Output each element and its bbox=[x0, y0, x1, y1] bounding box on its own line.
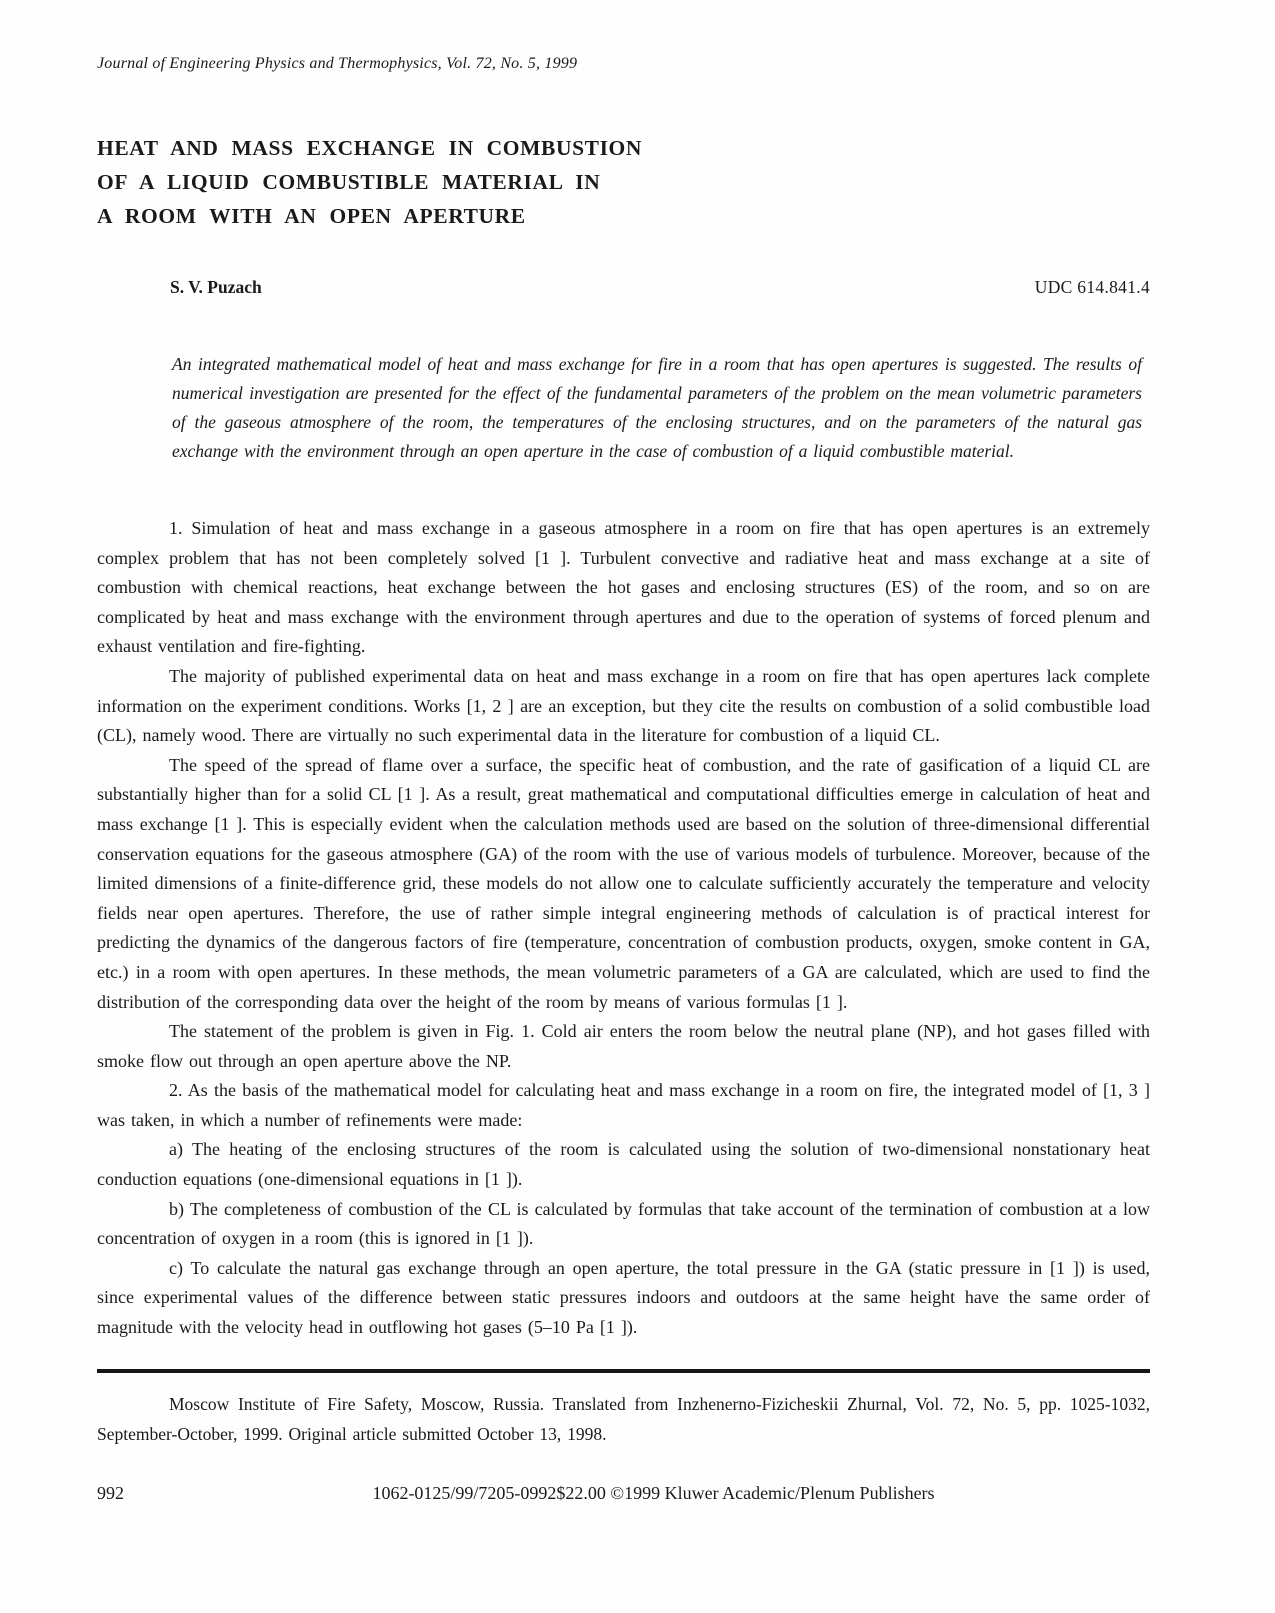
footnote-divider bbox=[97, 1369, 1150, 1373]
page-number: 992 bbox=[97, 1482, 124, 1503]
body-paragraph: The statement of the problem is given in Fig. 1. Cold air enters the room below the neutral plane (NP), and hot gases filled with smoke flow out through an open aperture above the NP. bbox=[97, 1021, 1150, 1071]
body-paragraph: c) To calculate the natural gas exchange through an open aperture, the total pressure in the GA (static pressure in [1 ]) is used, since experimental values of the difference between static pressures indoors and outdoors at the same height have the same order of magnitude with the velocity head in outflowing hot gases (5–10 Pa [1 ]). bbox=[97, 1257, 1150, 1338]
author-name: S. V. Puzach bbox=[170, 277, 262, 297]
body-paragraph: The majority of published experimental data on heat and mass exchange in a room on fire that has open apertures lack complete information on the experiment conditions. Works [1, 2 ] are an exception, but they cite the results on combustion of a solid combustible load (CL), namely wood. There are virtually no such experimental data in the literature for combustion of a liquid CL. bbox=[97, 665, 1150, 746]
paper-title bbox=[97, 131, 1150, 233]
byline-row bbox=[97, 277, 1150, 298]
title-line-1: HEAT AND MASS EXCHANGE IN COMBUSTION bbox=[97, 136, 643, 160]
body-paragraph: 1. Simulation of heat and mass exchange in a gaseous atmosphere in a room on fire that has open apertures is an extremely complex problem that has not been completely solved [1 ]. Turbulent convective and radiative heat and mass exchange at a site of combustion with chemical reactions, heat exchange between the hot gases and enclosing structures (ES) of the room, and so on are complicated by heat and mass exchange with the environment through apertures and due to the operation of systems of forced plenum and exhaust ventilation and fire-fighting. bbox=[97, 518, 1150, 657]
title-line-3: A ROOM WITH AN OPEN APERTURE bbox=[97, 204, 526, 228]
udc-code: UDC 614.841.4 bbox=[1034, 277, 1150, 297]
body-paragraph: The speed of the spread of flame over a surface, the specific heat of combustion, and the rate of gasification of a liquid CL are substantially higher than for a solid CL [1 ]. As a result, great mathematical and computational difficulties emerge in calculation of heat and mass exchange [1 ]. This is especially evident when the calculation methods used are based on the solution of three-dimensional differential conservation equations for the gaseous atmosphere (GA) of the room with the use of various models of turbulence. Moreover, because of the limited dimensions of a finite-difference grid, these models do not allow one to calculate sufficiently accurately the temperature and velocity fields near open apertures. Therefore, the use of rather simple integral engineering methods of calculation is of practical interest for predicting the dynamics of the dangerous factors of fire (temperature, concentration of combustion products, oxygen, smoke content in GA, etc.) in a room with open apertures. In these methods, the mean volumetric parameters of a GA are calculated, which are used to find the distribution of the corresponding data over the height of the room by means of various formulas [1 ]. bbox=[97, 754, 1150, 1012]
copyright-line: 1062-0125/99/7205-0992$22.00 ©1999 Kluwer Academic/Plenum Publishers bbox=[372, 1482, 935, 1503]
body-paragraph: b) The completeness of combustion of the CL is calculated by formulas that take account of the termination of combustion at a low concentration of oxygen in a room (this is ignored in [1 ]). bbox=[97, 1198, 1150, 1249]
abstract-text: An integrated mathematical model of heat and mass exchange for fire in a room that has open apertures is suggested. The results of numerical investigation are presented for the effect of the fundamental parameters of the problem on the mean volumetric parameters of the gaseous atmosphere of the room, the temperatures of the enclosing structures, and on the parameters of the natural gas exchange with the environment through an open aperture in the case of combustion of a liquid combustible material. bbox=[172, 354, 1142, 461]
title-line-2: OF A LIQUID COMBUSTIBLE MATERIAL IN bbox=[97, 170, 601, 194]
journal-header: Journal of Engineering Physics and Thermophysics, Vol. 72, No. 5, 1999 bbox=[97, 55, 578, 72]
body-paragraph: 2. As the basis of the mathematical model for calculating heat and mass exchange in a room on fire, the integrated model of [1, 3 ] was taken, in which a number of refinements were made: bbox=[97, 1080, 1150, 1130]
article-body bbox=[97, 514, 1150, 1343]
body-paragraph: a) The heating of the enclosing structures of the room is calculated using the solution of two-dimensional nonstationary heat conduction equations (one-dimensional equations in [1 ]). bbox=[97, 1139, 1150, 1190]
footnote-text: Moscow Institute of Fire Safety, Moscow, Russia. Translated from Inzhenerno-Fizicheskii Zhurnal, Vol. 72, No. 5, pp. 1025-1032, September-October, 1999. Original article submitted October 13, 1998. bbox=[97, 1393, 1150, 1444]
page-footer bbox=[97, 1483, 1150, 1504]
